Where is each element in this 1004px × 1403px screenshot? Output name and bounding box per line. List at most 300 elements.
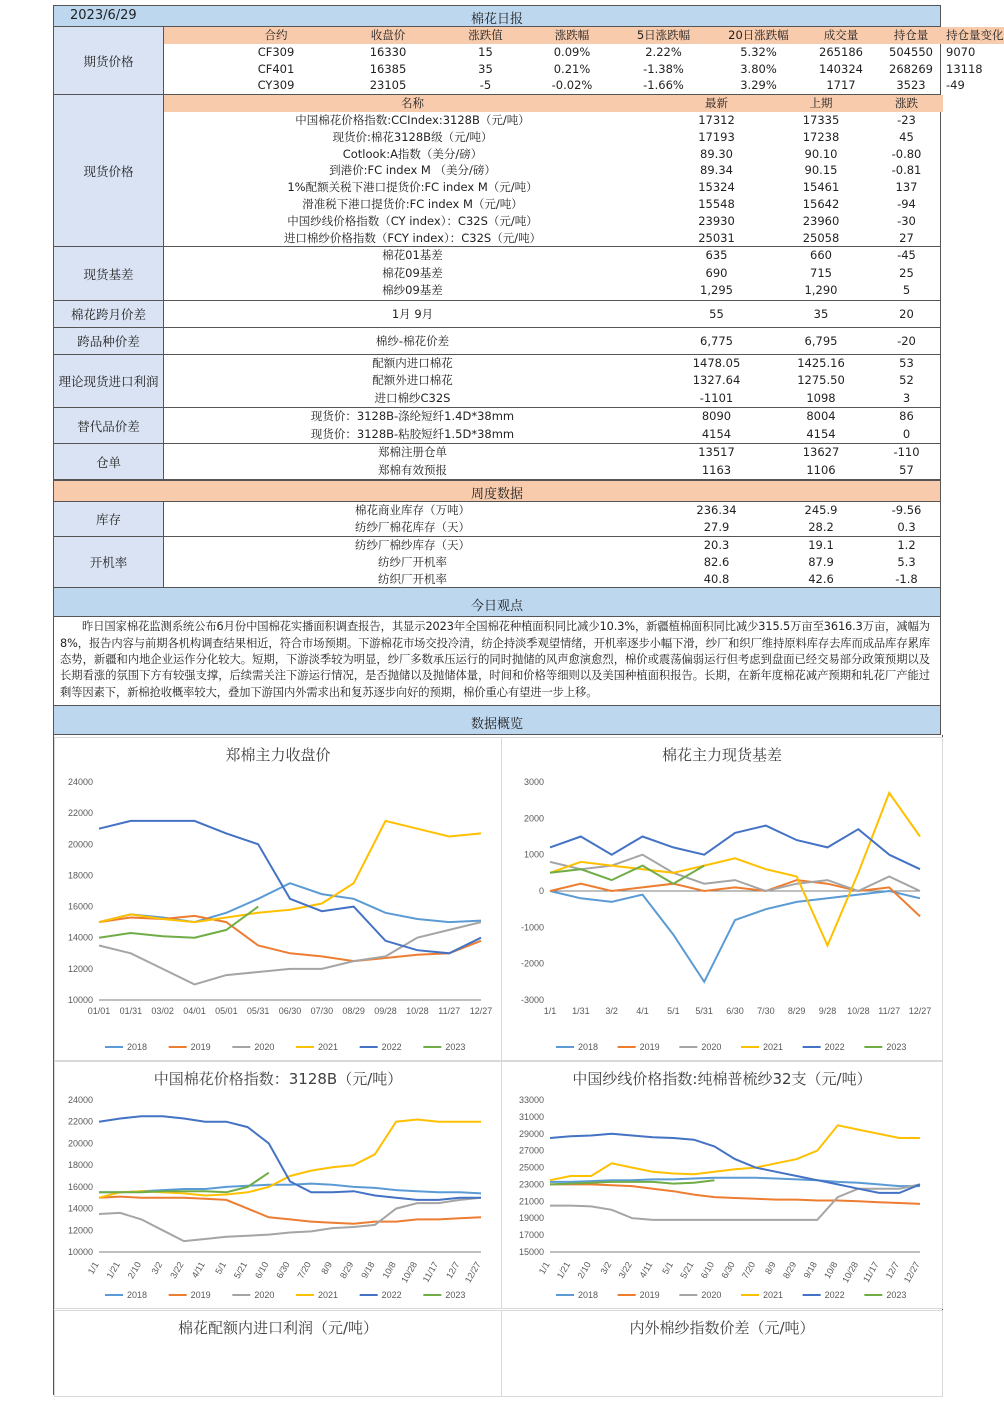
chart-svg [502,738,942,1060]
futures-section [53,27,1004,95]
table-cell: 15642 [802,196,840,211]
table-cell: 82.6 [703,554,730,569]
table-cell: 19.1 [808,537,834,552]
data-section [53,328,941,355]
x-tick-label: 05/01 [215,1005,238,1016]
column-header: 收盘价 [370,28,406,42]
series-line-2023 [99,906,258,937]
chart-zce-close [54,737,502,1061]
table-row [164,230,943,247]
x-tick-label: 10/8 [380,1259,398,1281]
row-name: 配额外进口棉花 [372,373,453,388]
table-cell: 15461 [802,180,840,195]
series-line-2018 [99,883,481,922]
table-cell: -0.02% [551,78,593,93]
table-cell: CF401 [257,61,295,76]
x-tick-label: 11/27 [878,1005,901,1016]
row-name: 棉纱-棉花价差 [375,333,450,348]
section-label: 开机率 [54,537,164,587]
table-cell: 25058 [802,230,840,245]
table-cell: 1163 [701,462,732,477]
table-row [164,390,943,408]
table-cell: 89.34 [700,163,733,178]
table-cell: 86 [899,409,914,424]
row-name: 棉花商业库存（万吨） [355,503,470,518]
column-header: 持仓量变化 [946,28,1004,42]
chart-basis [501,737,943,1061]
x-tick-label: 5/1 [213,1259,229,1276]
table-cell: 23930 [698,213,735,228]
y-tick-label: 0 [538,885,544,896]
legend-label: 2023 [445,1289,466,1300]
row-spacer [164,77,219,94]
y-tick-label: 27000 [518,1145,544,1156]
data-section [53,408,941,444]
table-cell: 3.80% [740,61,777,76]
table-cell: 40.8 [703,571,730,586]
opinion-title: 今日观点 [470,599,523,615]
table-cell: 25 [899,265,914,280]
chart-svg [55,738,501,1060]
x-tick-label: 3/2 [605,1005,618,1016]
legend-label: 2020 [254,1289,275,1300]
x-tick-label: 09/28 [374,1005,397,1016]
table-cell: 35 [478,61,493,76]
y-tick-label: 17000 [518,1229,544,1240]
series-line-2021 [99,821,481,922]
table-row [164,301,943,327]
x-tick-label: 12/27 [469,1005,493,1016]
chart-title: 郑棉主力收盘价 [225,745,331,764]
x-tick-label: 10/28 [406,1005,429,1016]
table-row [164,571,943,588]
x-tick-label: 5/1 [667,1005,680,1016]
table-cell: 0 [902,426,911,441]
table-cell: 137 [895,180,918,195]
section-label: 跨品种价差 [54,328,164,354]
x-tick-label: 11/17 [861,1259,881,1284]
table-row [164,426,943,444]
table-cell: -49 [946,78,965,93]
table-cell: -1101 [699,390,734,405]
legend-label: 2020 [254,1041,275,1052]
table-cell: 15548 [698,196,735,211]
table-cell: 20.3 [703,537,730,552]
column-header: 涨跌幅 [554,28,590,42]
x-tick-label: 1/21 [104,1259,122,1281]
column-header: 成交量 [823,28,859,42]
table-cell: 45 [899,129,914,144]
x-tick-label: 6/10 [253,1259,271,1281]
table-cell: 9070 [946,44,976,59]
table-row [164,213,943,230]
x-tick-label: 8/29 [780,1259,799,1281]
table-cell: 1478.05 [692,355,741,370]
legend-label: 2018 [127,1289,148,1300]
x-tick-label: 7/20 [295,1259,313,1281]
x-tick-label: 10/28 [399,1259,420,1285]
row-name: 现货价：3128B-涤纶短纤1.4D*38mm [310,409,515,424]
y-tick-label: 31000 [518,1111,544,1122]
x-tick-label: 7/20 [739,1259,758,1281]
table-cell: 5 [902,283,911,298]
row-name: 到港价:FC index M （美分/磅） [329,163,496,178]
table-row [164,444,943,462]
legend-label: 2020 [701,1289,722,1300]
y-tick-label: 25000 [518,1162,544,1173]
x-tick-label: 1/1 [85,1259,101,1276]
x-tick-label: 5/1 [660,1259,676,1276]
table-cell: 2.22% [645,44,682,59]
weekly-header [53,480,941,502]
x-tick-label: 11/17 [420,1259,441,1284]
section-label: 库存 [54,502,164,536]
table-row [164,162,943,179]
table-cell: -45 [897,248,916,263]
legend-label: 2022 [381,1289,402,1300]
section-label: 替代品价差 [54,408,164,443]
table-cell: 0.21% [553,61,591,76]
table-cell: 635 [705,248,728,263]
table-row [164,196,943,213]
table-cell: 245.9 [804,503,838,518]
weekly-title: 周度数据 [470,487,523,503]
table-row [164,328,943,354]
table-header-row [164,95,943,112]
table-cell: 660 [810,248,832,263]
x-tick-label: 6/30 [274,1259,292,1281]
row-spacer [164,27,219,44]
table-cell: 236.34 [696,503,737,518]
table-cell: 8090 [701,409,732,424]
table-row [164,247,943,265]
table-row [164,372,943,390]
x-tick-label: 12/27 [908,1005,932,1016]
table-row [164,112,943,129]
x-tick-label: 12/7 [444,1259,462,1281]
table-row [164,179,943,196]
table-cell: -0.81 [891,163,922,178]
x-tick-label: 5/21 [231,1259,250,1281]
table-cell: 690 [705,265,728,280]
x-tick-label: 6/30 [726,1005,744,1016]
table-cell: 1106 [806,462,836,477]
column-header: 5日涨跌幅 [636,28,691,42]
table-cell: 28.2 [808,520,834,535]
table-cell: 715 [810,265,832,280]
table-cell: 268269 [889,61,933,76]
chart-title: 棉花配额内进口利润（元/吨） [177,1318,379,1337]
table-cell: 3523 [896,78,926,93]
section-label: 棉花跨月价差 [54,301,164,327]
row-name: 现货价:棉花3128B级（元/吨） [332,129,493,144]
table-cell: 8004 [806,409,836,424]
row-name: 纺纱厂棉纱库存（天） [355,537,470,552]
legend-label: 2021 [763,1289,784,1300]
x-tick-label: 8/29 [337,1259,356,1281]
y-tick-label: 14000 [67,932,93,943]
row-name: Cotlook:A指数（美分/磅） [342,146,483,161]
legend-label: 2019 [190,1041,211,1052]
table-cell: 15 [478,44,493,59]
x-tick-label: 7/30 [757,1005,775,1016]
table-cell: 1717 [826,78,856,93]
x-tick-label: 07/30 [310,1005,334,1016]
row-name: 棉花09基差 [382,265,443,280]
table-cell: 0.09% [553,44,591,59]
futures-row [164,61,1004,78]
y-tick-label: 24000 [67,776,93,787]
series-line-2022 [99,821,481,953]
table-cell: 25031 [698,230,735,245]
y-tick-label: 14000 [67,1203,93,1214]
table-row [164,519,943,536]
y-tick-label: 16000 [67,901,93,912]
series-line-2020 [550,855,920,891]
y-tick-label: 20000 [67,1138,93,1149]
series-line-2018 [550,891,920,982]
x-tick-label: 8/9 [762,1259,778,1276]
table-cell: -110 [893,445,920,460]
futures-row [164,44,1004,61]
table-cell: 90.15 [804,163,838,178]
legend-label: 2022 [824,1041,845,1052]
table-cell: 6,775 [700,333,733,348]
x-tick-label: 9/18 [801,1259,819,1281]
legend-label: 2018 [578,1289,599,1300]
table-cell: -5 [479,78,492,93]
legend-label: 2018 [127,1041,148,1052]
row-name: 1%配额关税下港口提货价:FC index M（元/吨） [287,180,538,195]
table-cell: 55 [709,306,724,321]
table-cell: -23 [897,112,916,127]
series-line-2022 [99,1116,481,1200]
x-tick-label: 04/01 [183,1005,206,1016]
table-cell: -0.80 [891,146,922,161]
row-name: 配额内进口棉花 [372,355,453,370]
table-cell: 1,295 [700,283,733,298]
y-tick-label: 23000 [518,1179,544,1190]
row-spacer [164,61,219,78]
x-tick-label: 10/28 [847,1005,870,1016]
legend-label: 2023 [886,1289,907,1300]
table-row [164,146,943,163]
futures-row [164,77,1004,94]
row-name: 中国棉花价格指数:CCIndex:3128B（元/吨） [295,112,530,127]
legend-label: 2020 [701,1041,722,1052]
table-cell: 17193 [698,129,735,144]
table-cell: 23105 [369,78,407,93]
row-name: 进口棉纱价格指数（FCY index）：C32S（元/吨） [283,230,542,245]
table-cell: 3 [902,390,911,405]
chart-yarn-spread [501,1310,943,1397]
legend-label: 2022 [824,1289,845,1300]
table-row [164,282,943,300]
table-cell: 265186 [819,44,863,59]
legend-label: 2021 [763,1041,784,1052]
opinion-header [53,588,941,617]
y-tick-label: 10000 [67,1246,93,1257]
table-cell: -1.66% [643,78,684,93]
x-tick-label: 3/22 [168,1259,186,1281]
y-tick-label: 18000 [67,1159,93,1170]
series-line-2019 [550,880,920,916]
charts-area [53,735,943,1395]
x-tick-label: 3/2 [149,1259,165,1276]
x-tick-label: 5/21 [678,1259,696,1281]
y-tick-label: 12000 [67,1225,93,1236]
y-tick-label: 3000 [523,776,544,787]
overview-title: 数据概览 [470,716,523,732]
x-tick-label: 1/31 [572,1005,590,1016]
table-cell: 4154 [806,426,836,441]
legend-label: 2019 [639,1041,660,1052]
row-name: 1月 9月 [391,306,434,321]
table-cell: 1425.16 [797,355,845,370]
section-label: 现货基差 [54,247,164,300]
x-tick-label: 05/31 [246,1005,270,1016]
x-tick-label: 06/30 [278,1005,302,1016]
row-name: 滑准税下港口提货价:FC index M（元/吨） [302,196,523,211]
table-cell: 89.30 [700,146,733,161]
column-header: 持仓量 [893,28,929,42]
report-page [53,5,1004,1395]
y-tick-label: 12000 [67,963,93,974]
chart-cc-index [54,1061,502,1309]
row-name: 棉纱09基差 [382,283,443,298]
table-cell: 1,290 [804,283,838,298]
futures-header-row [164,27,1004,44]
table-cell: 5.32% [740,44,777,59]
table-cell: 504550 [889,44,933,59]
table-row [164,129,943,146]
y-tick-label: 24000 [67,1094,93,1105]
x-tick-label: 10/8 [822,1259,840,1281]
table-cell: -1.38% [643,61,684,76]
legend-label: 2019 [639,1289,660,1300]
table-cell: 87.9 [808,554,834,569]
series-line-2021 [99,1119,481,1197]
series-line-2019 [99,916,481,961]
futures-rows [164,27,1004,94]
y-tick-label: -1000 [520,922,544,933]
column-header: 名称 [401,96,424,111]
table-cell: 52 [899,373,914,388]
y-tick-label: 16000 [67,1181,93,1192]
chart-title: 棉花主力现货基差 [661,745,782,764]
column-header: 20日涨跌幅 [728,28,789,42]
row-name: 棉花01基差 [382,248,443,263]
data-section [53,355,941,409]
y-tick-label: 22000 [67,807,93,818]
chart-title: 中国棉花价格指数：3128B（元/吨） [153,1069,403,1088]
table-cell: 4154 [701,426,732,441]
x-tick-label: 12/7 [883,1259,902,1281]
x-tick-label: 08/29 [342,1005,365,1016]
table-cell: 6,795 [804,333,838,348]
table-cell: 57 [899,462,914,477]
column-header: 涨跌值 [468,28,503,42]
x-tick-label: 9/28 [818,1005,837,1016]
table-cell: 3.29% [740,78,777,93]
table-row [164,408,943,426]
table-cell: 13118 [946,61,983,76]
table-cell: 20 [899,306,914,321]
x-tick-label: 8/29 [787,1005,806,1016]
y-tick-label: 2000 [523,813,544,824]
table-row [164,537,943,554]
y-tick-label: 19000 [518,1213,544,1224]
x-tick-label: 4/11 [637,1259,655,1280]
x-tick-label: 10/28 [840,1259,861,1285]
table-cell: 17312 [698,112,735,127]
y-tick-label: 29000 [518,1128,544,1139]
data-section [53,301,941,328]
table-cell: CF309 [257,44,295,59]
chart-svg [502,1062,942,1308]
data-section [53,444,941,480]
y-tick-label: 22000 [67,1116,93,1127]
table-cell: 16330 [369,44,407,59]
legend-label: 2018 [578,1041,599,1052]
data-section [53,502,941,537]
y-tick-label: 33000 [518,1094,544,1105]
data-section [53,95,941,247]
column-header: 涨跌 [895,96,918,111]
x-tick-label: 6/10 [698,1259,717,1281]
table-cell: 27.9 [703,520,730,535]
table-cell: -1.8 [895,571,918,586]
x-tick-label: 2/10 [125,1259,144,1281]
x-tick-label: 1/1 [536,1259,552,1276]
x-tick-label: 4/1 [636,1005,649,1016]
y-tick-label: 18000 [67,870,93,881]
table-cell: 13627 [802,445,840,460]
x-tick-label: 11/27 [438,1005,461,1016]
weekly-sections [53,502,941,588]
x-tick-label: 8/9 [319,1259,335,1276]
x-tick-label: 4/11 [189,1259,207,1280]
report-date: 2023/6/29 [70,8,137,23]
table-cell: 0.3 [897,520,916,535]
x-tick-label: 01/31 [119,1005,143,1016]
x-tick-label: 12/27 [462,1259,483,1285]
x-tick-label: 1/21 [554,1259,573,1281]
section-label: 仓单 [54,444,164,479]
x-tick-label: 3/2 [598,1259,614,1276]
table-cell: 27 [899,230,914,245]
report-title: 棉花日报 [470,12,523,27]
x-tick-label: 6/30 [719,1259,737,1281]
table-cell: 17238 [802,129,840,144]
legend-label: 2022 [381,1041,402,1052]
table-cell: 90.10 [804,146,838,161]
table-cell: 140324 [819,61,863,76]
row-name: 中国纱线价格指数（CY index）：C32S（元/吨） [287,213,538,228]
table-cell: CY309 [257,78,295,93]
table-cell: 16385 [369,61,407,76]
table-cell: 35 [813,306,829,321]
x-tick-label: 2/10 [575,1259,593,1281]
table-cell: -30 [897,213,916,228]
report-header [53,5,941,27]
x-tick-label: 5/31 [695,1005,713,1016]
futures-label: 期货价格 [54,27,164,94]
table-cell: 23960 [802,213,840,228]
legend-label: 2023 [445,1041,466,1052]
table-cell: 1327.64 [692,373,741,388]
series-line-2022 [550,825,920,869]
